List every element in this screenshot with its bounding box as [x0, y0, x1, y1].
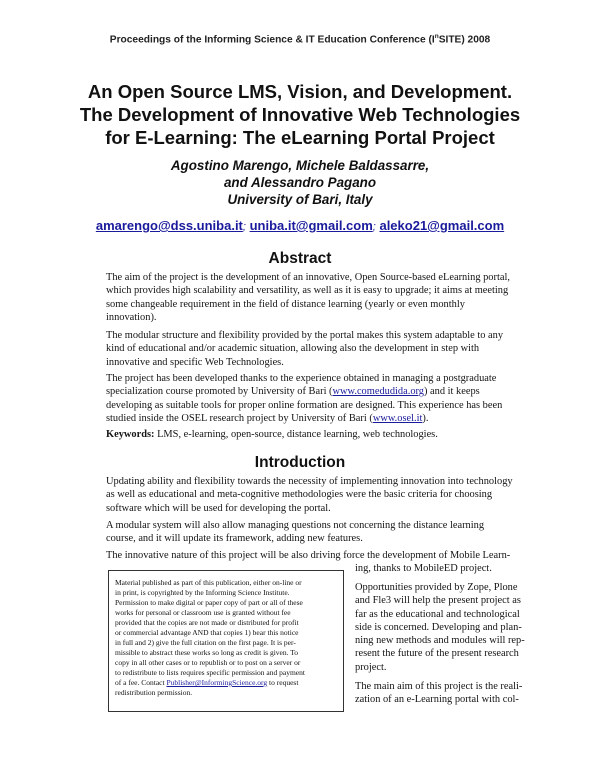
abstract-paragraph: The modular structure and flexibility provided by the portal makes this system adaptable to any kind of educational and/or academic situation, allowing also the development in step with innovative and specific Web Technologies. [106, 330, 504, 368]
affiliation: University of Bari, Italy [227, 192, 373, 207]
running-header: Proceedings of the Informing Science & IT Education Conference $(I^nSITE)$ 2008 [109, 33, 491, 46]
comedudida-link[interactable]: www.comedudida.org [332, 386, 424, 398]
email-link-gmail[interactable]: uniba.it@gmail.com [249, 218, 373, 233]
copyright-notice: Material published as part of this publication, either on-line or in print, is copyrighted by the Informing Science Institute. Permission to make digital or paper copy of part or all of these works for personal or classroom use is granted without fee provided that the copies are not made or distributed for profit or commercial advantage AND that copies 1) bear this notice in full and 2) give the full citation on the first page. It is per- missible to abstract these works so long as credit is given. To copy in all other cases or to republish or to post on a server or to redistribute to lists requires specific permission and payment of a fee. Contact Publisher@InformingScience.org to request redistribution permission. [108, 570, 344, 712]
authors-line: and Alessandro Pagano [223, 175, 377, 190]
abstract-paragraph: The aim of the project is the development of an innovative, Open Source-based eLearning portal, which provides high scalability and versatility, as well as it is easy to upgrade; it aims at meeting some changeable requirement in the field of distance learning (yearly or even monthly innovation). [106, 272, 510, 323]
publisher-email-link[interactable]: Publisher@InformingScience.org [166, 678, 268, 687]
intro-paragraph: Updating ability and flexibility towards the necessity of implementing innovation into technology as well as educational and meta-cognitive methodologies were the basic criteria for choosing software which will be used for developing the portal. [106, 476, 513, 514]
email-separator: ; [242, 221, 246, 233]
introduction-heading: Introduction [254, 454, 346, 471]
abstract-heading: Abstract [268, 250, 332, 267]
intro-right-paragraph: Opportunities provided by Zope, Plone and Fle3 will help the present project as far as the educational and technological side is concerned. Developing and plan- ning new methods and modules will rep- resent the future of the present research project. [355, 582, 525, 673]
osel-link[interactable]: www.osel.it [372, 412, 423, 424]
intro-paragraph: The innovative nature of this project will be also driving force the development of Mobile Learn- ing, thanks to MobileED project. [106, 550, 511, 575]
author-block [100, 157, 500, 208]
title-line: for E-Learning: The eLearning Portal Project [105, 127, 495, 148]
paper-title [60, 80, 540, 149]
email-link-aleko[interactable]: aleko21@gmail.com [379, 218, 505, 233]
title-line: The Development of Innovative Web Technologies [79, 104, 521, 125]
email-separator: ; [372, 221, 376, 233]
intro-right-paragraph: The main aim of this project is the reali- zation of an e-Learning portal with col- [355, 681, 523, 706]
keywords-label: Keywords: [106, 429, 155, 440]
author-emails [40, 218, 560, 233]
keywords: Keywords: LMS, e-learning, open-source, distance learning, web technologies. [106, 429, 438, 440]
title-line: An Open Source LMS, Vision, and Development. [87, 81, 513, 102]
authors-line: Agostino Marengo, Michele Baldassarre, [170, 158, 430, 173]
email-link-marengo[interactable]: amarengo@dss.uniba.it [95, 218, 243, 233]
intro-paragraph: A modular system will also allow managing questions not concerning the distance learning course, and it will update its framework, adding new features. [106, 520, 485, 545]
abstract-paragraph: The project has been developed thanks to the experience obtained in managing a postgraduate specialization course promoted by University of Bari (www.comedudida.org) and it keeps developing as suitable tools for proper online formation are designed. This experience has been studied inside the OSEL research project by University of Bari (www.osel.it). [106, 373, 503, 424]
